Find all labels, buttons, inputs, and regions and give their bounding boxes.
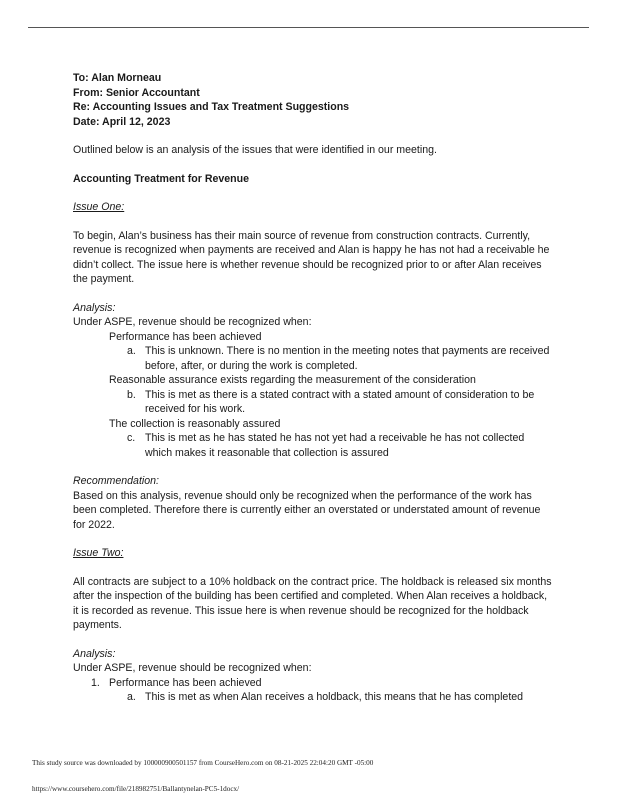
list-marker: a.: [127, 345, 136, 357]
issue-one-recommendation-label: Recommendation:: [73, 475, 159, 487]
issue-one-body: To begin, Alan’s business has their main source of revenue from construction contracts. Currently, revenue is recognized when payments are received and Alan is happy he has not had a receivable he didn’t collect. The issue here is whether revenue should be recognized prior to or after Alan receives the payment.: [73, 229, 550, 285]
issue-two-body: All contracts are subject to a 10% holdback on the contract price. The holdback is released six months after the inspection of the building has been certified and completed. When Alan receives a holdback, it is recorded as revenue. This issue here is when revenue should be recognized for the holdback payments.: [73, 575, 552, 631]
numbered-item: [73, 676, 553, 691]
memo-from: From: Senior Accountant: [73, 86, 200, 99]
criterion-text: This is met as he has stated he has not yet had a receivable he has not collected which makes it reasonable that collection is assured: [145, 432, 525, 459]
memo-subject: Re: Accounting Issues and Tax Treatment Suggestions: [73, 101, 350, 113]
issue-one-recommendation: Based on this analysis, revenue should only be recognized when the performance of the work has been completed. Therefore there is currently either an overstated or understated amount of revenue for 2022.: [73, 489, 541, 531]
issue-one-title: Issue One:: [73, 201, 125, 213]
numbered-item-heading: Performance has been achieved: [109, 676, 262, 689]
issue-one-analysis-intro: Under ASPE, revenue should be recognized when:: [73, 316, 312, 328]
criterion-heading: Reasonable assurance exists regarding the measurement of the consideration: [109, 374, 476, 386]
criterion-text: This is unknown. There is no mention in the meeting notes that payments are received before, after, or during the work is completed.: [145, 345, 550, 372]
list-marker: c.: [127, 432, 136, 444]
memo-document: [73, 71, 553, 705]
source-url: https://www.coursehero.com/file/218982751/Ballantynelan-PC5-1docx/: [32, 785, 240, 793]
issue-two-analysis-label: Analysis:: [73, 647, 116, 660]
memo-date: Date: April 12, 2023: [73, 115, 171, 128]
criterion-text: This is met as there is a stated contract with a stated amount of consideration to be received for his work.: [145, 388, 535, 415]
list-marker: a.: [127, 691, 136, 703]
issue-one-analysis-label: Analysis:: [73, 301, 116, 314]
criterion-item: [73, 690, 553, 705]
list-marker: b.: [127, 388, 136, 401]
section-heading: Accounting Treatment for Revenue: [73, 172, 250, 185]
list-marker: 1.: [91, 676, 100, 689]
intro-paragraph: Outlined below is an analysis of the issues that were identified in our meeting.: [73, 144, 437, 156]
criterion-item: [73, 388, 553, 417]
issue-two-title: Issue Two:: [73, 547, 124, 559]
top-divider: [28, 27, 589, 28]
criterion-item: [73, 344, 553, 373]
download-notice: This study source was downloaded by 100000900501157 from CourseHero.com on 08-21-2025 22:04:20 GMT -05:00: [32, 759, 374, 767]
criterion-text: This is met as when Alan receives a holdback, this means that he has completed: [145, 691, 524, 703]
issue-two-analysis-intro: Under ASPE, revenue should be recognized when:: [73, 662, 312, 674]
memo-to: To: Alan Morneau: [73, 72, 162, 84]
criterion-item: [73, 431, 553, 460]
criterion-heading: Performance has been achieved: [109, 330, 262, 343]
criterion-heading: The collection is reasonably assured: [109, 417, 281, 430]
